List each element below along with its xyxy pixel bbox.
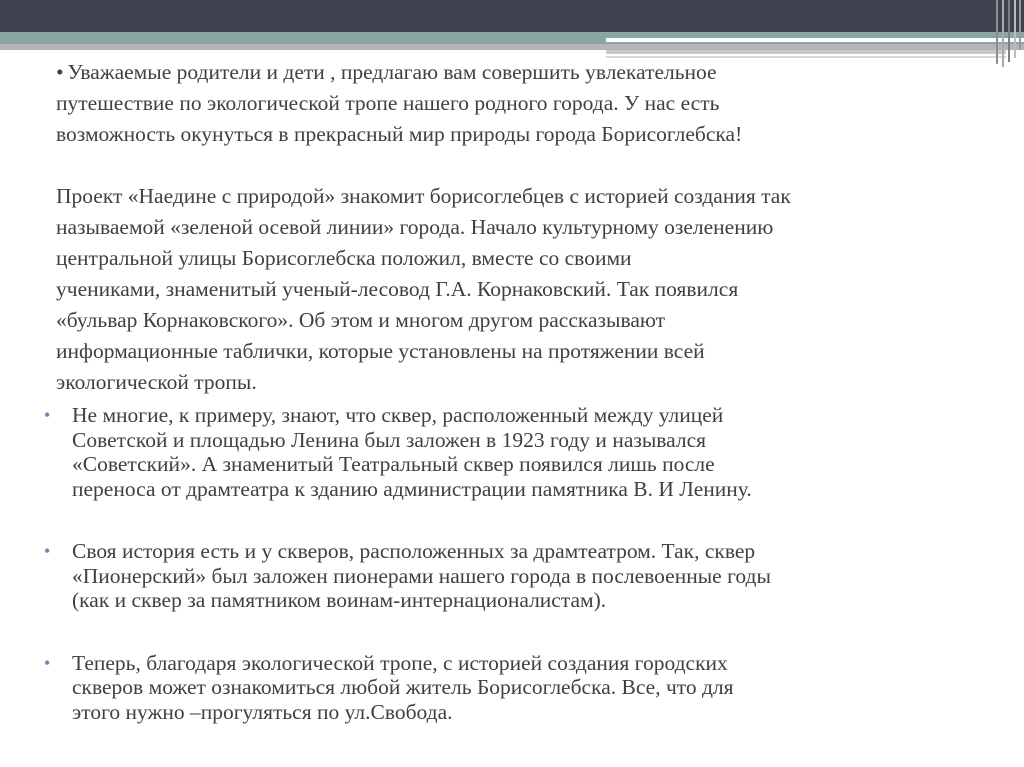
intro-line: «бульвар Корнаковского». Об этом и многом другом рассказывают	[56, 308, 666, 332]
header-stripe-white	[606, 38, 1024, 42]
intro-line: учениками, знаменитый ученый-лесовод Г.А. Корнаковский. Так появился	[56, 277, 739, 301]
bullet-marker: •	[44, 541, 51, 561]
intro-line: центральной улицы Борисоглебска положил, вместе со своими	[56, 246, 632, 270]
bullet-item-pioneer-square	[44, 539, 964, 613]
header-stripe-right-upper	[606, 50, 1006, 54]
header-band-dark	[0, 0, 1024, 32]
intro-line	[56, 57, 956, 88]
intro-line: Проект «Наедине с природой» знакомит борисоглебцев с историей создания так	[56, 184, 791, 208]
decor-vertical-line	[1008, 0, 1010, 62]
decor-vertical-line	[996, 0, 998, 64]
intro-bullet-dot: •	[56, 60, 64, 84]
intro-line: возможность окунуться в прекрасный мир природы города Борисоглебска!	[56, 122, 743, 146]
bullet-list	[44, 403, 964, 724]
intro-line: экологической тропы.	[56, 370, 257, 394]
bullet-line: «Пионерский» был заложен пионерами нашего города в послевоенные годы	[72, 563, 771, 588]
bullet-line: Советской и площадью Ленина был заложен в 1923 году и назывался	[72, 427, 707, 452]
bullet-marker: •	[44, 405, 51, 425]
bullet-line: (как и сквер за памятником воинам-интернационалистам).	[72, 588, 607, 612]
intro-paragraph-greeting	[56, 57, 956, 150]
bullet-line: Теперь, благодаря экологической тропе, с историей создания городских	[72, 650, 728, 675]
intro-line-text: Уважаемые родители и дети , предлагаю вам совершить увлекательное	[67, 60, 717, 84]
bullet-item-eco-trail	[44, 651, 964, 725]
bullet-line: Своя история есть и у скверов, расположенных за драмтеатром. Так, сквер	[72, 539, 756, 563]
decor-vertical-line	[1014, 0, 1016, 58]
bullet-line: этого нужно –прогуляться по ул.Свобода.	[72, 699, 453, 724]
decor-vertical-line	[1002, 0, 1004, 67]
bullet-line: Не многие, к примеру, знают, что сквер, расположенный между улицей	[72, 403, 724, 427]
intro-line: путешествие по экологической тропе нашего родного города. У нас есть	[56, 91, 720, 115]
bullet-line: скверов может ознакомиться любой житель Борисоглебска. Все, что для	[72, 675, 734, 699]
decor-vertical-line	[1019, 0, 1021, 50]
intro-paragraph-project	[56, 181, 956, 398]
bullet-marker: •	[44, 652, 51, 673]
intro-line: информационные таблички, которые установлены на протяжении всей	[56, 339, 705, 363]
intro-line: называемой «зеленой осевой линии» города. Начало культурному озеленению	[56, 215, 774, 239]
bullet-line: «Советский». А знаменитый Театральный сквер появился лишь после	[72, 452, 715, 476]
bullet-line: переноса от драмтеатра к зданию администрации памятника В. И Ленину.	[72, 476, 752, 501]
bullet-item-soviet-square	[44, 403, 964, 501]
intro-text-block	[56, 57, 956, 398]
